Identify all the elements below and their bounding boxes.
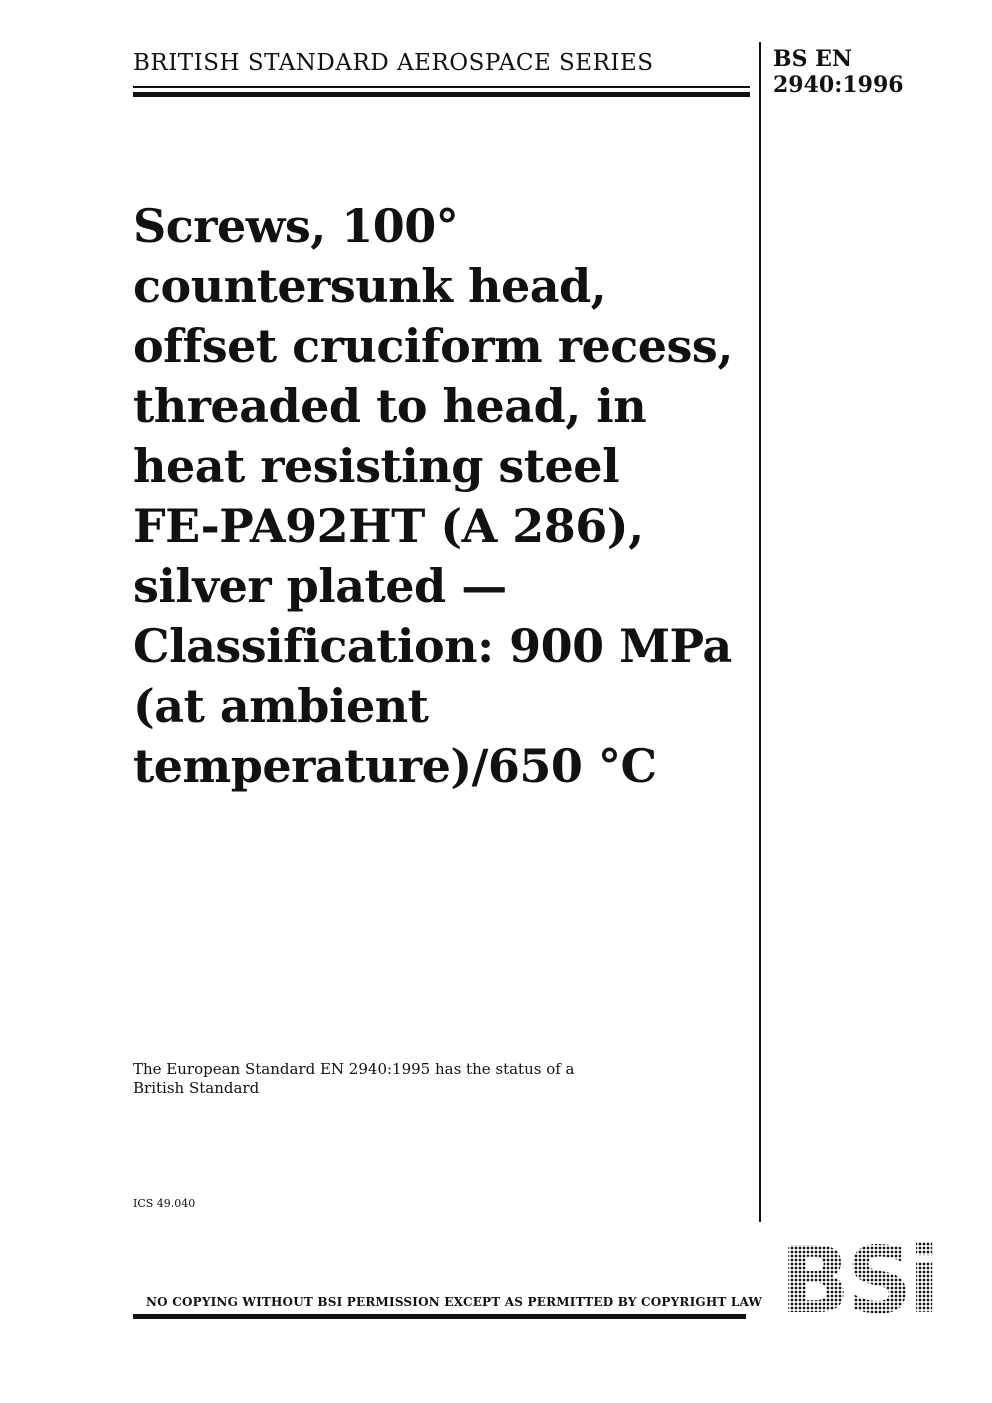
document-title	[133, 196, 753, 796]
vertical-divider	[759, 42, 761, 1222]
header-rule-thick	[133, 92, 750, 97]
title-line: temperature)/650 °C	[133, 739, 657, 793]
ics-code: ICS 49.040	[133, 1197, 196, 1210]
svg-text:BSi: BSi	[780, 1242, 936, 1318]
status-statement	[133, 1060, 575, 1098]
status-line: British Standard	[133, 1079, 260, 1097]
title-line: silver plated —	[133, 559, 507, 613]
bsi-logo	[770, 1242, 946, 1318]
standard-number-prefix: BS EN	[773, 46, 853, 72]
title-line: offset cruciform recess,	[133, 319, 733, 373]
title-line: heat resisting steel	[133, 439, 620, 493]
standard-number-code: 2940:1996	[773, 72, 904, 98]
copyright-notice: NO COPYING WITHOUT BSI PERMISSION EXCEPT AS PERMITTED BY COPYRIGHT LAW	[146, 1295, 763, 1309]
title-line: (at ambient	[133, 679, 429, 733]
status-line: The European Standard EN 2940:1995 has the status of a	[133, 1060, 575, 1078]
standard-number	[773, 46, 904, 98]
title-line: Classification: 900 MPa	[133, 619, 732, 673]
series-title: BRITISH STANDARD AEROSPACE SERIES	[133, 50, 654, 76]
title-line: Screws, 100°	[133, 199, 459, 253]
title-line: countersunk head,	[133, 259, 607, 313]
footer-rule	[133, 1314, 746, 1319]
title-line: threaded to head, in	[133, 379, 647, 433]
header-rule-thin	[133, 86, 750, 88]
title-line: FE-PA92HT (A 286),	[133, 499, 644, 553]
